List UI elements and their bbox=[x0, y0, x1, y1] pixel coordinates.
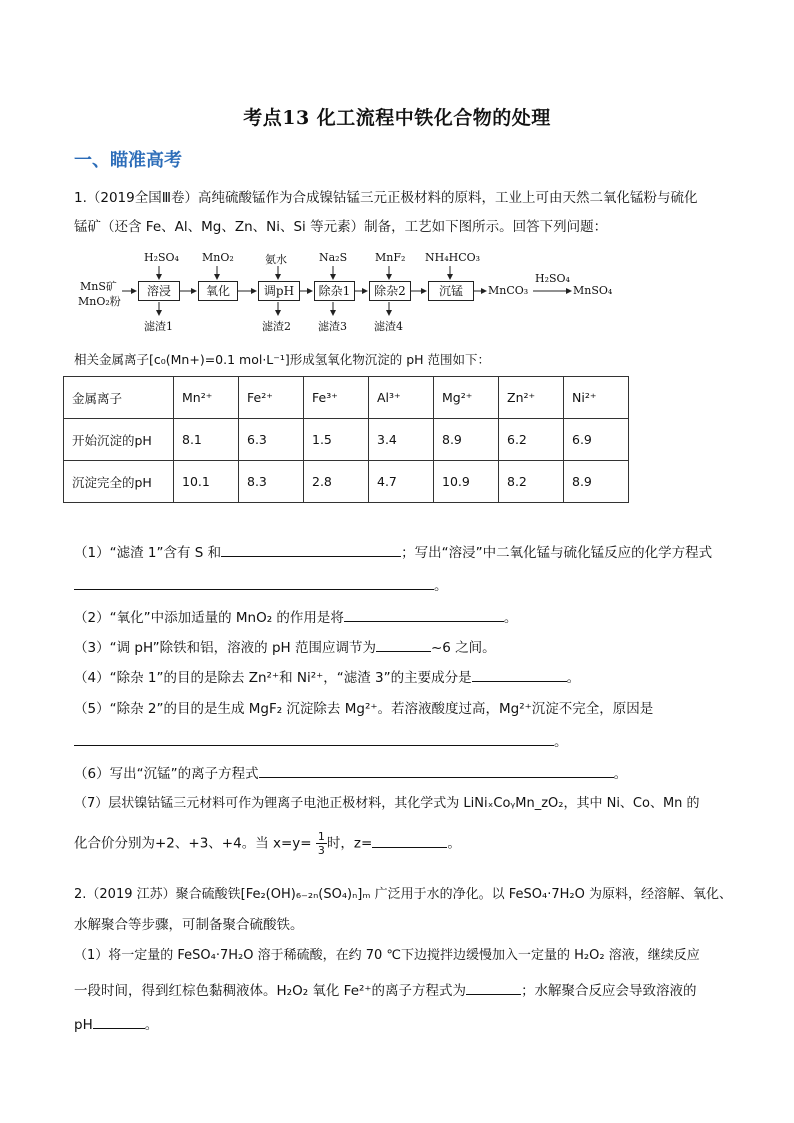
table-cell: 开始沉淀的pH bbox=[64, 419, 174, 461]
q1-sub7-text-c: 时，z= bbox=[326, 835, 373, 852]
table-row bbox=[64, 419, 629, 461]
q1-sub6-text: （6）写出“沉锰”的离子方程式 bbox=[74, 766, 259, 782]
reagent-nh4hco3: NH₄HCO₃ bbox=[425, 251, 481, 264]
q2-sub1-text-a: 一段时间，得到红棕色黏稠液体。H₂O₂ 氧化 Fe²⁺的离子方程式为 bbox=[74, 983, 467, 999]
table-cell: 8.1 bbox=[174, 419, 239, 461]
answer-blank-5[interactable] bbox=[74, 732, 554, 746]
answer-blank-q2-2[interactable] bbox=[93, 1015, 145, 1029]
table-header-cell: Fe³⁺ bbox=[304, 377, 369, 419]
residue-2: 滤渣2 bbox=[262, 320, 291, 333]
table-cell: 6.9 bbox=[564, 419, 629, 461]
q2-sub1-line3 bbox=[74, 1013, 158, 1033]
table-header-row bbox=[64, 377, 629, 419]
q1-sub4-text: （4）“除杂 1”的目的是除去 Zn²⁺和 Ni²⁺，“滤渣 3”的主要成分是 bbox=[74, 670, 472, 686]
q1-sub5-line2 bbox=[74, 730, 568, 750]
answer-blank-1a[interactable] bbox=[221, 543, 401, 557]
answer-blank-2[interactable] bbox=[344, 608, 504, 622]
answer-blank-q2-1[interactable] bbox=[466, 981, 521, 995]
q1-sub1-end: 。 bbox=[434, 578, 448, 594]
table-cell: 8.9 bbox=[434, 419, 499, 461]
reagent-final-h2so4: H₂SO₄ bbox=[535, 272, 570, 285]
q2-sub1-line2 bbox=[74, 979, 697, 999]
q1-sub5-text: （5）“除杂 2”的目的是生成 MgF₂ 沉淀除去 Mg²⁺。若溶液酸度过高，Mg²⁺沉淀不完全，原因是 bbox=[74, 701, 654, 717]
q2-sub1-text-c: pH bbox=[74, 1017, 93, 1033]
q2-intro-line2: 水解聚合等步骤，可制备聚合硫酸铁。 bbox=[74, 917, 304, 933]
residue-4: 滤渣4 bbox=[374, 320, 403, 333]
answer-blank-1b[interactable] bbox=[74, 576, 434, 590]
table-cell: 6.3 bbox=[239, 419, 304, 461]
q1-sub4-end: 。 bbox=[566, 670, 581, 686]
answer-blank-4[interactable] bbox=[472, 668, 567, 682]
fraction-one-third bbox=[316, 830, 327, 857]
q1-sub6-end: 。 bbox=[613, 766, 628, 782]
section-heading: 一、瞄准高考 bbox=[74, 150, 182, 171]
table-header-cell: Al³⁺ bbox=[369, 377, 434, 419]
q1-sub1-text-b: ；写出“溶浸”中二氧化锰与硫化锰反应的化学方程式 bbox=[401, 545, 713, 561]
table-header-cell: 金属离子 bbox=[64, 377, 174, 419]
table-header-cell: Ni²⁺ bbox=[564, 377, 629, 419]
process-flow-diagram bbox=[74, 248, 634, 338]
table-cell: 1.5 bbox=[304, 419, 369, 461]
input-mns-ore: MnS矿 bbox=[80, 280, 117, 293]
table-cell: 8.2 bbox=[499, 461, 564, 503]
q2-intro-line1: 2.（2019 江苏）聚合硫酸铁[Fe₂(OH)₆₋₂ₙ(SO₄)ₙ]ₘ 广泛用于水的净化。以 FeSO₄·7H₂O 为原料，经溶解、氧化、 bbox=[74, 887, 732, 902]
table-row bbox=[64, 461, 629, 503]
table-header-cell: Mn²⁺ bbox=[174, 377, 239, 419]
reagent-h2so4: H₂SO₄ bbox=[144, 251, 179, 264]
metal-ion-ph-table bbox=[63, 376, 629, 503]
table-header-cell: Zn²⁺ bbox=[499, 377, 564, 419]
q2-sub1-text-b: ；水解聚合反应会导致溶液的 bbox=[521, 983, 697, 999]
product-mnco3: MnCO₃ bbox=[488, 284, 529, 297]
reagent-ammonia: 氨水 bbox=[265, 253, 287, 266]
product-mnso4: MnSO₄ bbox=[573, 284, 613, 297]
q1-sub7-line2 bbox=[74, 830, 461, 857]
table-cell: 10.9 bbox=[434, 461, 499, 503]
q1-sub4-line bbox=[74, 666, 580, 686]
table-cell: 10.1 bbox=[174, 461, 239, 503]
step-adjust-ph: 调pH bbox=[258, 281, 300, 301]
table-cell: 6.2 bbox=[499, 419, 564, 461]
answer-blank-6[interactable] bbox=[259, 764, 614, 778]
table-header-cell: Mg²⁺ bbox=[434, 377, 499, 419]
q2-sub1-end: 。 bbox=[144, 1017, 159, 1033]
q1-sub3-text-b: ~6 之间。 bbox=[430, 640, 496, 656]
reagent-mno2: MnO₂ bbox=[202, 251, 234, 264]
reagent-mnf2: MnF₂ bbox=[375, 251, 406, 264]
q1-intro-line2: 锰矿（还含 Fe、Al、Mg、Zn、Ni、Si 等元素）制备，工艺如下图所示。回答下列问题： bbox=[74, 219, 608, 235]
q1-sub7-text-b: 化合价分别为+2、+3、+4。当 x=y= bbox=[74, 835, 312, 852]
step-mn-precipitation: 沉锰 bbox=[428, 281, 474, 301]
reagent-na2s: Na₂S bbox=[319, 251, 348, 264]
q1-sub1-text-a: （1）“滤渣 1”含有 S 和 bbox=[74, 545, 222, 561]
page-title: 考点13 化工流程中铁化合物的处理 bbox=[243, 107, 551, 129]
table-cell: 3.4 bbox=[369, 419, 434, 461]
q1-sub1-line bbox=[74, 541, 712, 561]
table-cell: 8.3 bbox=[239, 461, 304, 503]
answer-blank-3[interactable] bbox=[376, 638, 431, 652]
table-cell: 4.7 bbox=[369, 461, 434, 503]
table-cell: 8.9 bbox=[564, 461, 629, 503]
answer-blank-7[interactable] bbox=[372, 834, 447, 848]
q1-sub5-line bbox=[74, 697, 653, 717]
q1-sub5-end: 。 bbox=[554, 734, 568, 750]
q1-sub7-line1: （7）层状镍钴锰三元材料可作为锂离子电池正极材料，其化学式为 LiNiₓCoᵧMn_zO₂，其中 Ni、Co、Mn 的 bbox=[74, 796, 700, 811]
q1-sub7-end: 。 bbox=[447, 835, 461, 852]
input-mno2-powder: MnO₂粉 bbox=[78, 295, 121, 308]
q1-sub3-text: （3）“调 pH”除铁和铝，溶液的 pH 范围应调节为 bbox=[74, 640, 376, 656]
step-impurity-removal-2: 除杂2 bbox=[369, 281, 411, 301]
step-oxidation: 氧化 bbox=[198, 281, 238, 301]
table-cell: 2.8 bbox=[304, 461, 369, 503]
step-impurity-removal-1: 除杂1 bbox=[314, 281, 355, 301]
q1-sub3-line bbox=[74, 636, 496, 656]
table-caption: 相关金属离子[c₀(Mn+)=0.1 mol·L⁻¹]形成氢氧化物沉淀的 pH 范围如下： bbox=[74, 352, 491, 367]
table-cell: 沉淀完全的pH bbox=[64, 461, 174, 503]
q1-intro-line1: 1.（2019全国Ⅲ卷）高纯硫酸锰作为合成镍钴锰三元正极材料的原料，工业上可由天然二氧化锰粉与硫化 bbox=[74, 190, 698, 206]
fraction-denominator: 3 bbox=[317, 844, 325, 857]
step-leaching: 溶浸 bbox=[138, 281, 180, 301]
fraction-numerator: 1 bbox=[317, 830, 325, 843]
table-header-cell: Fe²⁺ bbox=[239, 377, 304, 419]
q1-sub6-line bbox=[74, 762, 627, 782]
q1-sub2-line bbox=[74, 606, 517, 626]
q2-sub1-line1: （1）将一定量的 FeSO₄·7H₂O 溶于稀硫酸，在约 70 ℃下边搅拌边缓慢加入一定量的 H₂O₂ 溶液，继续反应 bbox=[74, 948, 700, 963]
residue-1: 滤渣1 bbox=[144, 320, 173, 333]
q1-sub2-end: 。 bbox=[503, 610, 518, 626]
q1-sub1-line2 bbox=[74, 574, 448, 594]
q1-sub2-text: （2）“氧化”中添加适量的 MnO₂ 的作用是将 bbox=[74, 610, 344, 626]
residue-3: 滤渣3 bbox=[318, 320, 347, 333]
